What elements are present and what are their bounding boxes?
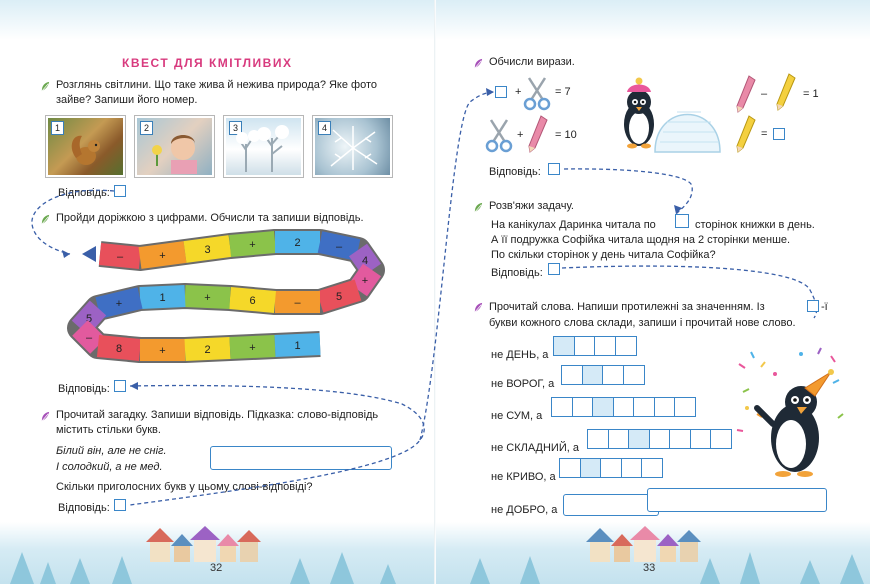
path-cell-label: + [159,250,166,262]
eq3-result: = 1 [803,88,819,100]
path-cell-label: + [361,275,369,287]
path-cell-label: 4 [361,255,369,267]
word-row-cells[interactable] [561,365,643,385]
plus-sign: + [517,129,524,141]
path-cell-label: – [85,332,93,344]
task6-text-b: -ї [821,301,828,313]
path-cell-label: 3 [204,244,211,256]
winter-decoration [0,522,870,584]
word-row-label: не ДОБРО, а [491,504,558,516]
task6-text-a: Прочитай слова. Напиши протилежні за значенням. Із [489,301,765,313]
answer-label: Відповідь: [58,187,110,199]
word-row-label: не ДЕНЬ, а [491,349,549,361]
path-cell-label: – [116,251,124,263]
leaf-icon [473,58,484,69]
word-row-label: не ВОРОГ, а [491,378,555,390]
task5-text: Розв'яжи задачу. [489,200,574,212]
penguin-igloo-image [615,72,725,154]
task3-text: Прочитай загадку. Запиши відповідь. Підказка: слово-відповідь містить стільки букв. [56,409,379,436]
scissors-icon [485,116,513,154]
answer-box-eq4[interactable] [773,128,785,140]
word-row-label: не КРИВО, а [491,471,556,483]
path-cell-label: – [294,297,301,309]
path-cell-label: + [249,342,256,354]
answer-label: Відповідь: [58,383,110,395]
answer-label: Відповідь: [58,502,110,514]
path-cell-label: 2 [204,344,211,356]
answer-label: Відповідь: [489,166,541,178]
leaf-icon [473,302,484,313]
task5-line1a: На канікулах Даринка читала по [491,219,656,231]
path-cell-label: + [204,292,211,304]
path-cell-label: 5 [335,291,343,303]
path-cell-label: 6 [249,295,256,307]
answer-box-eq1[interactable] [495,86,507,98]
path-cell-label: + [115,298,123,310]
page-title: КВЕСТ ДЛЯ КМІТЛИВИХ [122,56,293,70]
word-row-cells[interactable] [551,397,695,417]
task1-text: Розглянь світлини. Що таке жива й нежива природа? Яке фото зайве? Запиши його номер. [56,79,378,106]
word-row-label: не СКЛАДНИЙ, а [491,442,579,454]
task6-text-c: букви кожного слова склади, запиши і прочитай нове слово. [489,317,796,329]
answer-label: Відповідь: [491,267,543,279]
word-row-cells[interactable] [559,458,662,478]
leaf-icon [473,202,484,213]
pencil-icon [775,72,797,112]
path-cell-label: 2 [294,237,301,249]
photo-number: 2 [140,121,153,135]
task4-text: Обчисли вирази. [489,56,575,68]
pages-box[interactable] [675,214,689,228]
word-row-cells[interactable] [587,429,731,449]
photo-number: 1 [51,121,64,135]
answer-box-4[interactable] [548,163,560,175]
task5-line3: По скільки сторінок у день читала Софійка? [491,249,716,261]
answer-box-5[interactable] [548,263,560,275]
party-penguin-image [731,344,851,484]
path-cell-label: 1 [294,340,301,352]
word-answer-field[interactable] [563,494,659,516]
pencil-icon [527,114,549,154]
riddle-line-1: Білий він, але не сніг. [56,445,167,457]
final-word-field[interactable] [647,488,827,512]
task5-line1b: сторінок книжки в день. [695,219,815,231]
eq1-result: = 7 [555,86,571,98]
pencil-icon [735,114,757,154]
letter-index-box[interactable] [807,300,819,312]
path-cell-label: 1 [159,292,166,304]
eq2-result: = 10 [555,129,577,141]
path-cell-label: 5 [85,313,93,325]
path-cell-label: + [249,239,256,251]
right-page [435,0,870,584]
word-row-label: не СУМ, а [491,410,543,422]
scissors-icon [523,74,551,112]
path-cell-label: + [159,345,166,357]
photo-number: 3 [229,121,242,135]
plus-sign: + [515,86,522,98]
riddle-line-2: І солодкий, а не мед. [56,461,163,473]
path-cell-label: – [335,241,343,253]
pencil-icon [735,74,757,114]
word-row-cells[interactable] [553,336,635,356]
page-number: 33 [643,562,656,574]
page-number: 32 [210,562,223,574]
task3-question: Скільки приголосних букв у цьому слові-відповіді? [56,481,313,493]
eq4-result: = [761,128,768,140]
photo-number: 4 [318,121,331,135]
task5-line2: А її подружка Софійка читала щодня на 2 сторінки менше. [491,234,791,246]
minus-sign: – [761,88,768,100]
task2-text: Пройди доріжкою з цифрами. Обчисли та запиши відповідь. [56,212,364,224]
path-cell-label: 8 [115,343,123,355]
